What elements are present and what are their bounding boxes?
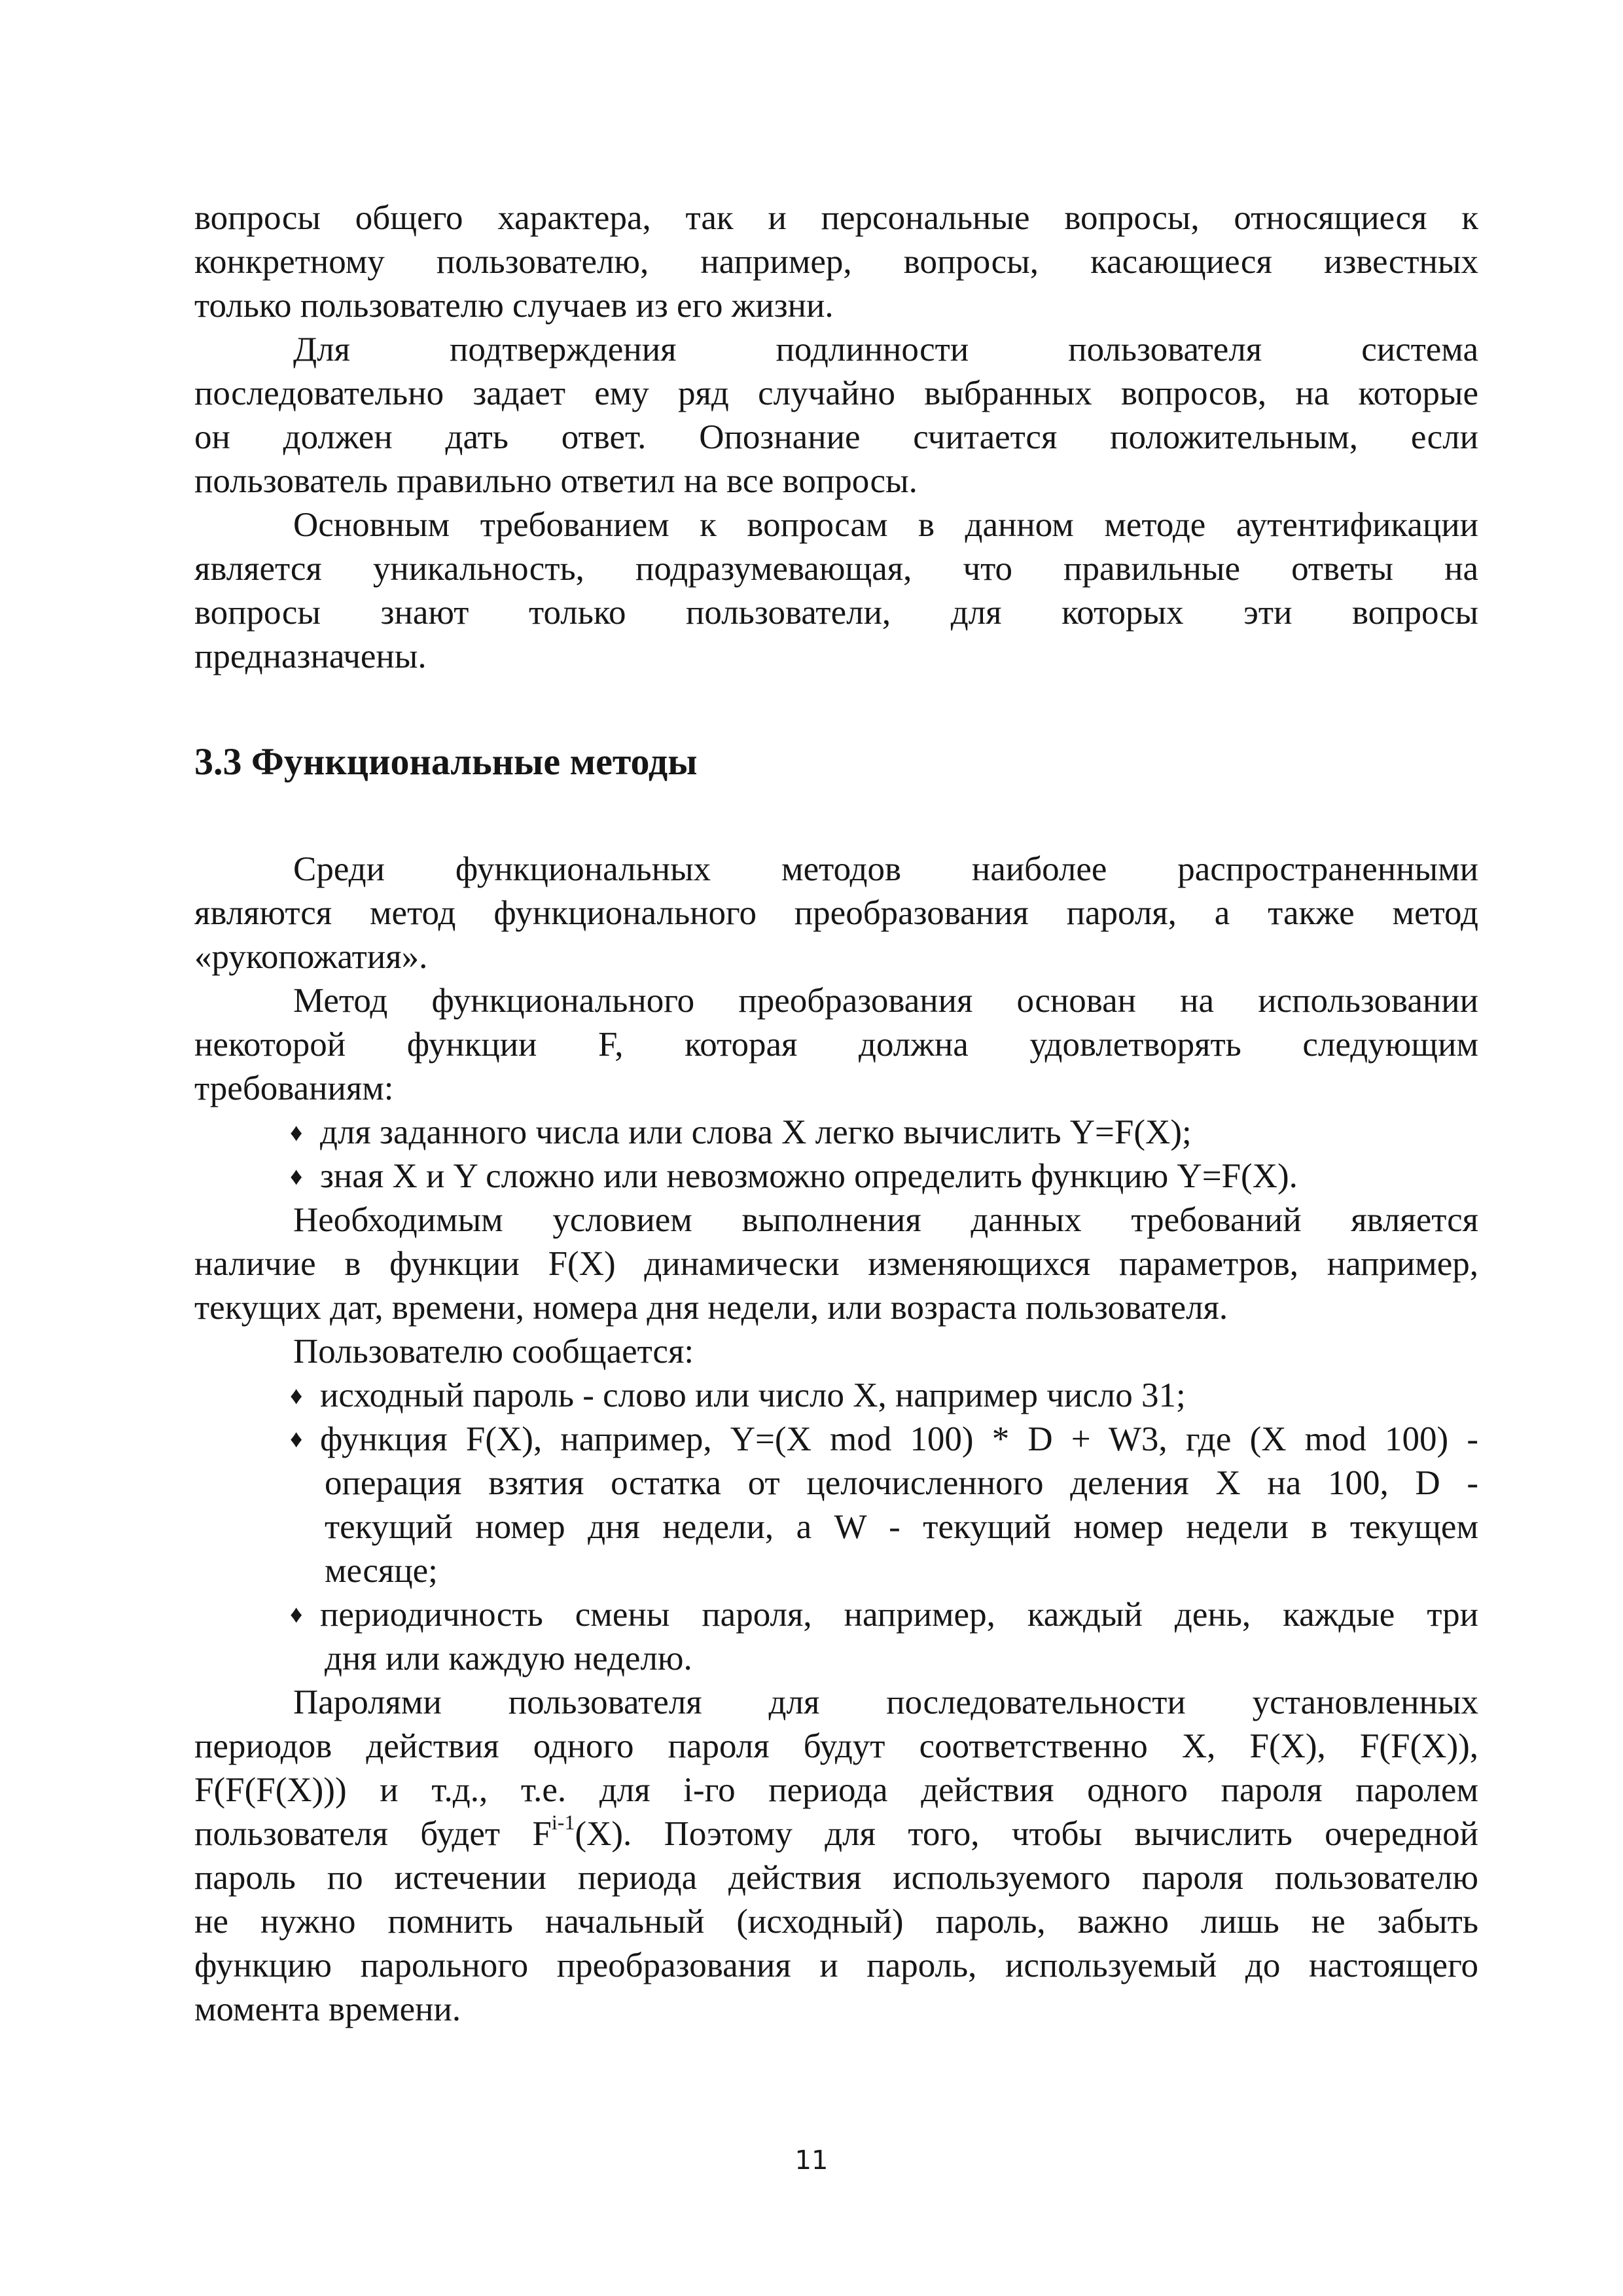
paragraph-methods-line: являются метод функционального преобразования пароля, а также метод — [194, 894, 1478, 932]
user-told-text-continued: операция взятия остатка от целочисленного деления X на 100, D - — [325, 1464, 1478, 1502]
paragraph-passwords-line: F(F(F(X))) и т.д., т.е. для i-го периода действия одного пароля паролем — [194, 1771, 1478, 1809]
bullet-diamond-icon: ♦ — [290, 1382, 303, 1410]
paragraph-condition-line: Необходимым условием выполнения данных требований является — [293, 1201, 1478, 1239]
paragraph-confirm-line: Для подтверждения подлинности пользователя система — [293, 331, 1478, 368]
requirement-item — [290, 1155, 1478, 1198]
requirement-text: зная X и Y сложно или невозможно определить функцию Y=F(X). — [320, 1157, 1298, 1195]
user-told-text-continued: текущий номер дня недели, а W - текущий номер недели в текущем — [325, 1508, 1478, 1546]
paragraph-requirement-line: предназначены. — [194, 637, 427, 675]
paragraph-passwords-line: Паролями пользователя для последовательности установленных — [293, 1683, 1478, 1721]
paragraph-passwords-line: функцию парольного преобразования и пароль, используемый до настоящего — [194, 1946, 1478, 1984]
bullet-diamond-icon: ♦ — [290, 1119, 303, 1147]
user-told-item — [290, 1418, 1478, 1461]
page-number: 11 — [794, 2145, 829, 2176]
bullet-diamond-icon: ♦ — [290, 1601, 303, 1628]
paragraph-condition-line: наличие в функции F(X) динамически изменяющихся параметров, например, — [194, 1245, 1478, 1283]
bullet-diamond-icon: ♦ — [290, 1426, 303, 1453]
paragraph-passwords-line: пароль по истечении периода действия используемого пароля пользователю — [194, 1859, 1478, 1897]
user-told-label: Пользователю сообщается: — [293, 1333, 694, 1371]
bullet-diamond-icon: ♦ — [290, 1163, 303, 1191]
user-told-text: функция F(X), например, Y=(X mod 100) * D + W3, где (X mod 100) - — [320, 1420, 1478, 1458]
requirement-text: для заданного числа или слова X легко вычислить Y=F(X); — [320, 1113, 1192, 1151]
paragraph-confirm-line: он должен дать ответ. Опознание считается положительным, если — [194, 418, 1478, 456]
user-told-text: периодичность смены пароля, например, каждый день, каждые три — [320, 1596, 1478, 1634]
paragraph-passwords-line — [194, 1812, 1478, 1856]
user-told-text-continued: месяце; — [325, 1552, 438, 1590]
user-told-text-continued: дня или каждую неделю. — [325, 1640, 692, 1677]
user-told-item — [290, 1593, 1478, 1636]
paragraph-transform-line: некоторой функции F, которая должна удовлетворять следующим — [194, 1026, 1478, 1064]
paragraph-transform-line: требованиям: — [194, 1069, 394, 1107]
requirement-item — [290, 1111, 1478, 1154]
paragraph-condition-line: текущих дат, времени, номера дня недели, или возраста пользователя. — [194, 1289, 1228, 1327]
paragraph-transform-line: Метод функционального преобразования основан на использовании — [293, 982, 1478, 1020]
user-told-text: исходный пароль - слово или число X, например число 31; — [320, 1376, 1186, 1414]
paragraph-passwords-line: момента времени. — [194, 1990, 461, 2028]
passwords-text: пользователя будет F — [194, 1815, 552, 1853]
passwords-text: (X). Поэтому для того, чтобы вычислить очередной — [575, 1815, 1478, 1853]
paragraph-requirement-line: является уникальность, подразумевающая, что правильные ответы на — [194, 550, 1478, 588]
user-told-item — [290, 1374, 1478, 1417]
paragraph-passwords-line: не нужно помнить начальный (исходный) пароль, важно лишь не забыть — [194, 1903, 1478, 1941]
paragraph-requirement-line: вопросы знают только пользователи, для которых эти вопросы — [194, 594, 1478, 632]
paragraph-intro-line: вопросы общего характера, так и персональные вопросы, относящиеся к — [194, 199, 1478, 237]
superscript-exponent: i-1 — [551, 1812, 575, 1834]
paragraph-requirement-line: Основным требованием к вопросам в данном методе аутентификации — [293, 506, 1478, 544]
paragraph-intro-line: только пользователю случаев из его жизни. — [194, 287, 834, 325]
paragraph-methods-line: Среди функциональных методов наиболее распространенными — [293, 850, 1478, 888]
section-heading: 3.3 Функциональные методы — [194, 740, 698, 783]
paragraph-methods-line: «рукопожатия». — [194, 938, 428, 976]
paragraph-intro-line: конкретному пользователю, например, вопросы, касающиеся известных — [194, 243, 1478, 281]
paragraph-confirm-line: последовательно задает ему ряд случайно выбранных вопросов, на которые — [194, 374, 1478, 412]
paragraph-confirm-line: пользователь правильно ответил на все вопросы. — [194, 462, 918, 500]
paragraph-passwords-line: периодов действия одного пароля будут соответственно X, F(X), F(F(X)), — [194, 1727, 1478, 1765]
